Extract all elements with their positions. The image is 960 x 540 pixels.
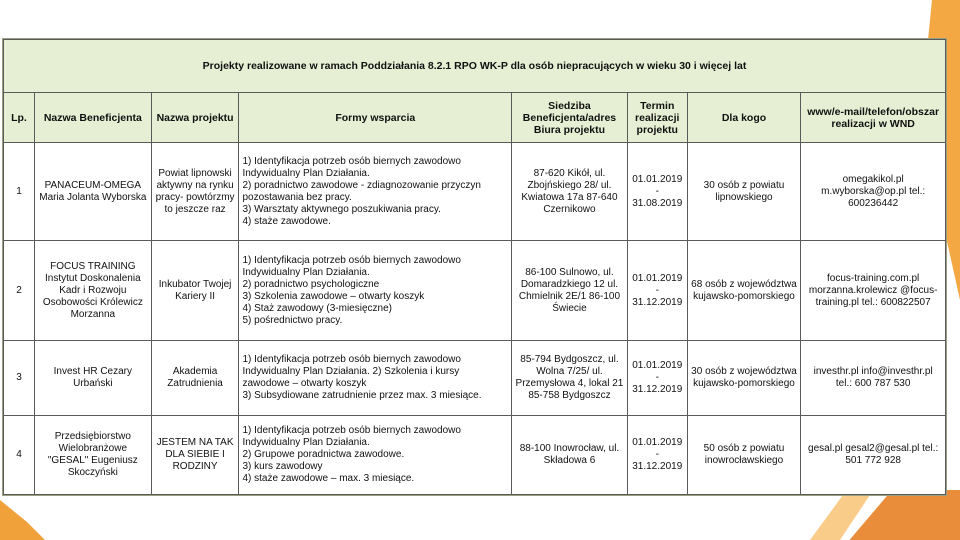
formy-item: 2) poradnictwo zawodowe - zdiagnozowanie przyczyn pozostawania bez pracy. [242, 179, 481, 203]
cell-www: omegakikol.pl m.wyborska@op.pl tel.: 600236442 [801, 143, 946, 240]
cell-lp: 1 [4, 143, 35, 240]
projects-table [3, 39, 946, 495]
header-dla-kogo: Dla kogo [687, 93, 801, 143]
cell-termin [627, 240, 687, 340]
cell-formy [239, 240, 512, 340]
cell-termin [627, 415, 687, 494]
cell-siedziba: 86-100 Sulnowo, ul. Domaradzkiego 12 ul. Chmielnik 2E/1 86-100 Świecie [512, 240, 628, 340]
cell-beneficjent: Przedsiębiorstwo Wielobranżowe "GESAL" Eugeniusz Skoczyński [34, 415, 151, 494]
cell-siedziba: 88-100 Inowrocław, ul. Składowa 6 [512, 415, 628, 494]
formy-item: 4) Staż zawodowy (3-miesięczne) [242, 302, 392, 314]
cell-projekt: JESTEM NA TAK DLA SIEBIE I RODZINY [151, 415, 239, 494]
formy-item: 3) Subsydiowane zatrudnienie przez max. 3 miesiące. [242, 389, 482, 401]
formy-item: 4) staże zawodowe. [242, 215, 331, 227]
termin-start: 01.01.2019 [632, 272, 683, 284]
termin-separator: - [655, 371, 659, 383]
cell-lp: 3 [4, 341, 35, 415]
termin-end: 31.12.2019 [632, 383, 683, 395]
cell-beneficjent: FOCUS TRAINING Instytut Doskonalenia Kadr i Rozwoju Osobowości Królewicz Morzanna [34, 240, 151, 340]
decor-shape-bottom-left [0, 500, 45, 540]
formy-item: 4) staże zawodowe – max. 3 miesiące. [242, 472, 415, 484]
cell-beneficjent: Invest HR Cezary Urbański [34, 341, 151, 415]
cell-termin [627, 143, 687, 240]
formy-item: 2) Grupowe poradnictwa zawodowe. [242, 448, 405, 460]
termin-separator: - [655, 185, 659, 197]
formy-item: 3) Szkolenia zawodowe – otwarty koszyk [242, 290, 425, 302]
header-projekt: Nazwa projektu [151, 93, 239, 143]
cell-www: focus-training.com.pl morzanna.krolewicz @focus-training.pl tel.: 600822507 [801, 240, 946, 340]
header-formy: Formy wsparcia [239, 93, 512, 143]
cell-www: investhr.pl info@investhr.pl tel.: 600 787 530 [801, 341, 946, 415]
header-www: www/e-mail/telefon/obszar realizacji w WND [801, 93, 946, 143]
termin-start: 01.01.2019 [632, 359, 683, 371]
projects-table-container [2, 38, 947, 496]
formy-item: 2) poradnictwo psychologiczne [242, 278, 380, 290]
header-siedziba: Siedziba Beneficjenta/adres Biura projektu [512, 93, 628, 143]
cell-formy [239, 415, 512, 494]
table-row [4, 143, 946, 240]
table-row [4, 341, 946, 415]
cell-formy [239, 341, 512, 415]
cell-dla-kogo: 50 osób z powiatu inowrocławskiego [687, 415, 801, 494]
cell-lp: 2 [4, 240, 35, 340]
cell-siedziba: 85-794 Bydgoszcz, ul. Wolna 7/25/ ul. Przemysłowa 4, lokal 21 85-758 Bydgoszcz [512, 341, 628, 415]
cell-www: gesal.pl gesal2@gesal.pl tel.: 501 772 928 [801, 415, 946, 494]
header-termin: Termin realizacji projektu [627, 93, 687, 143]
termin-end: 31.12.2019 [632, 460, 683, 472]
table-row [4, 415, 946, 494]
formy-item: 1) Identyfikacja potrzeb osób biernych zawodowo Indywidualny Plan Działania. [242, 424, 461, 448]
cell-projekt: Powiat lipnowski aktywny na rynku pracy- powtórzmy to jeszcze raz [151, 143, 239, 240]
cell-projekt: Akademia Zatrudnienia [151, 341, 239, 415]
formy-item: 3) kurs zawodowy [242, 460, 323, 472]
cell-termin [627, 341, 687, 415]
cell-lp: 4 [4, 415, 35, 494]
cell-dla-kogo: 30 osób z powiatu lipnowskiego [687, 143, 801, 240]
termin-end: 31.08.2019 [632, 197, 683, 209]
cell-beneficjent: PANACEUM-OMEGA Maria Jolanta Wyborska [34, 143, 151, 240]
termin-start: 01.01.2019 [632, 436, 683, 448]
formy-item: 5) pośrednictwo pracy. [242, 314, 343, 326]
header-beneficjent: Nazwa Beneficjenta [34, 93, 151, 143]
termin-end: 31.12.2019 [632, 296, 683, 308]
cell-siedziba: 87-620 Kikół, ul. Zbojńskiego 28/ ul. Kwiatowa 17a 87-640 Czernikowo [512, 143, 628, 240]
cell-dla-kogo: 68 osób z województwa kujawsko-pomorskiego [687, 240, 801, 340]
table-title: Projekty realizowane w ramach Poddziałania 8.2.1 RPO WK-P dla osób niepracujących w wieku 30 i więcej lat [4, 40, 946, 93]
formy-item: 1) Identyfikacja potrzeb osób biernych zawodowo Indywidualny Plan Działania. [242, 254, 461, 278]
cell-formy [239, 143, 512, 240]
cell-projekt: Inkubator Twojej Kariery II [151, 240, 239, 340]
table-row [4, 240, 946, 340]
formy-item: 1) Identyfikacja potrzeb osób biernych zawodowo Indywidualny Plan Działania. [242, 155, 461, 179]
header-lp: Lp. [4, 93, 35, 143]
termin-separator: - [655, 448, 659, 460]
termin-start: 01.01.2019 [632, 173, 683, 185]
formy-item: 1) Identyfikacja potrzeb osób biernych zawodowo Indywidualny Plan Działania. 2) Szkolenia i kursy zawodowe – otwarty koszyk [242, 353, 461, 389]
termin-separator: - [655, 284, 659, 296]
cell-dla-kogo: 30 osób z województwa kujawsko-pomorskiego [687, 341, 801, 415]
formy-item: 3) Warsztaty aktywnego poszukiwania pracy. [242, 203, 441, 215]
